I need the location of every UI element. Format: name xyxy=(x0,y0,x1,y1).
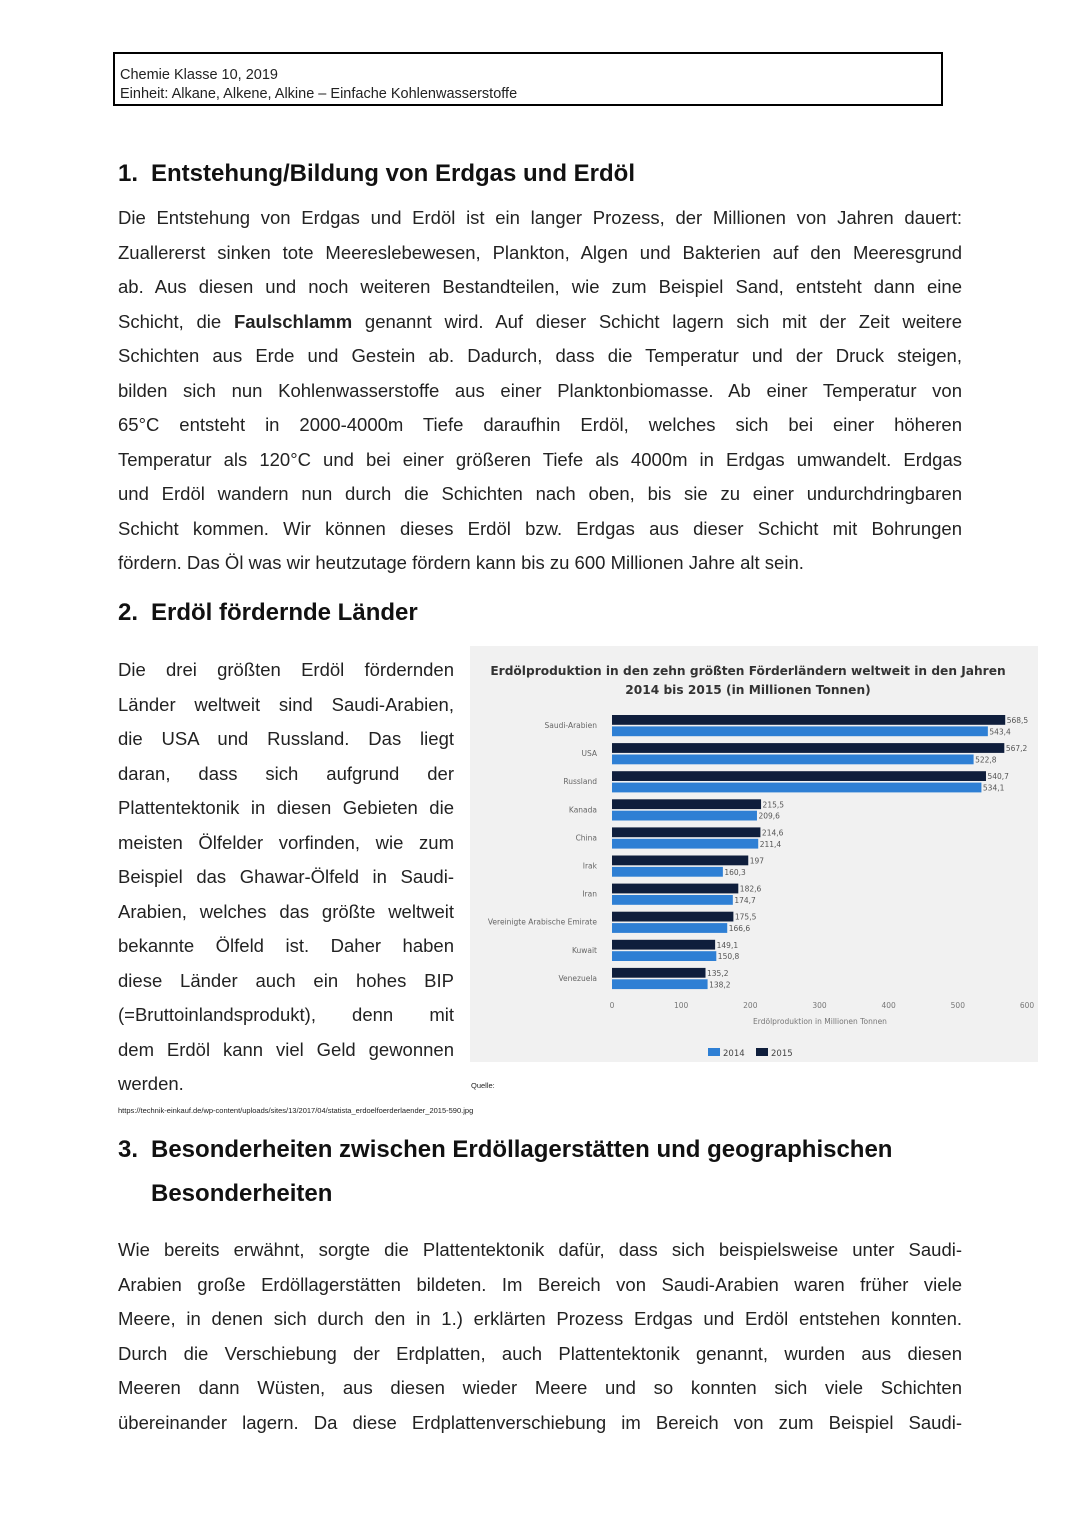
chart-bar-2015 xyxy=(612,715,1005,725)
chart-data-label-2015: 197 xyxy=(749,856,765,866)
chart-bar-2015 xyxy=(612,856,748,866)
chart-bar-2014 xyxy=(612,923,727,933)
chart-x-tick-label: 500 xyxy=(950,1001,965,1010)
chart-category-label: Vereinigte Arabische Emirate xyxy=(487,917,597,927)
paragraph-line: Die drei größten Erdöl fördernden xyxy=(118,659,454,680)
chart-category-label: Kanada xyxy=(568,805,597,815)
chart-bar-2014 xyxy=(612,839,758,849)
paragraph-line: meisten Ölfelder vorfinden, wie zum xyxy=(118,831,454,853)
text-segment: genannt wird. Auf dieser Schicht lagern sich mit der Zeit weitere xyxy=(352,310,962,332)
section-3-number: 3. xyxy=(118,1136,139,1163)
chart-data-label-2015: 214,6 xyxy=(761,828,784,838)
chart-legend-label-2014: 2014 xyxy=(723,1049,745,1059)
paragraph-line: Meere, in denen sich durch den in 1.) erklärten Prozess Erdgas und Erdöl entstehen konnten. xyxy=(118,1308,962,1329)
chart-bar-2015 xyxy=(612,799,761,809)
paragraph-line: diese Länder auch ein hohes BIP xyxy=(118,969,454,991)
chart-x-tick-label: 0 xyxy=(609,1001,615,1010)
chart-category-label: Russland xyxy=(563,777,597,787)
chart-legend-swatch-2014 xyxy=(708,1048,720,1056)
chart-bar-2015 xyxy=(612,884,738,894)
section-1-title: Entstehung/Bildung von Erdgas und Erdöl xyxy=(151,160,635,187)
header-unit: Einheit: Alkane, Alkene, Alkine – Einfache Kohlenwasserstoffe xyxy=(120,86,518,102)
chart-data-label-2015: 568,5 xyxy=(1006,716,1029,725)
paragraph-line: bekannte Ölfeld ist. Daher haben xyxy=(118,935,454,956)
paragraph-line: Schichten aus Erde und Gestein ab. Dadurch, dass die Temperatur und der Druck steigen, xyxy=(118,345,962,366)
chart-bar-2014 xyxy=(612,867,723,877)
chart-bar-2014 xyxy=(612,811,757,821)
chart-bar-2014 xyxy=(612,951,716,961)
paragraph-line: Wie bereits erwähnt, sorgte die Plattentektonik dafür, dass sich beispielsweise unter Saudi- xyxy=(118,1239,962,1260)
section-2-number: 2. xyxy=(118,599,139,626)
paragraph-line: Temperatur als 120°C und bei einer größeren Tiefe als 4000m in Erdgas umwandelt. Erdgas xyxy=(118,448,962,470)
section-3-heading xyxy=(118,1136,892,1164)
section-2-title: Erdöl fördernde Länder xyxy=(151,599,418,626)
chart-bar-2015 xyxy=(612,771,986,781)
chart-x-tick-label: 300 xyxy=(812,1001,827,1010)
chart-data-label-2015: 540,7 xyxy=(987,772,1009,782)
chart-data-label-2014: 209,6 xyxy=(758,811,780,821)
chart-category-label: China xyxy=(575,833,597,843)
chart-bar-2015 xyxy=(612,912,733,922)
chart-legend-swatch-2015 xyxy=(756,1048,768,1056)
chart-category-label: Saudi-Arabien xyxy=(544,721,597,730)
chart-x-tick-label: 400 xyxy=(881,1001,896,1010)
chart-category-label: Iran xyxy=(582,889,597,899)
chart-data-label-2015: 182,6 xyxy=(739,884,762,894)
paragraph-line: übereinander lagern. Da diese Erdplattenverschiebung im Bereich von zum Beispiel Saudi- xyxy=(118,1411,962,1433)
header-course: Chemie Klasse 10, 2019 xyxy=(120,67,278,83)
paragraph-line: Meeren dann Wüsten, aus diesen wieder Meere und so konnten sich viele Schichten xyxy=(118,1377,962,1398)
chart-category-label: Venezuela xyxy=(558,973,597,983)
chart-bar-2015 xyxy=(612,940,715,950)
section-1-heading xyxy=(118,160,635,188)
section-3-paragraph xyxy=(118,1233,962,1440)
bold-term-faulschlamm: Faulschlamm xyxy=(233,310,353,332)
paragraph-line: werden. xyxy=(118,1073,184,1094)
chart-x-tick-label: 600 xyxy=(1019,1001,1035,1010)
chart-data-label-2014: 543,4 xyxy=(989,727,1011,737)
chart-source-url: https://technik-einkauf.de/wp-content/uploads/sites/13/2017/04/statista_erdoelfoerderlaender_2015-590.jpg xyxy=(118,1106,474,1115)
chart-bar-2014 xyxy=(612,755,974,765)
chart-data-label-2015: 215,5 xyxy=(762,800,785,810)
oil-production-chart xyxy=(470,646,1038,1062)
chart-data-label-2014: 166,6 xyxy=(728,924,751,934)
paragraph-line: Arabien große Erdöllagerstätten bildeten. Im Bereich von Saudi-Arabien waren früher viele xyxy=(118,1273,962,1295)
chart-bar-2015 xyxy=(612,968,706,978)
chart-data-label-2014: 534,1 xyxy=(982,783,1005,793)
chart-x-tick-label: 100 xyxy=(674,1001,689,1010)
chart-legend-label-2015: 2015 xyxy=(771,1049,793,1059)
chart-title-line-2: 2014 bis 2015 (in Millionen Tonnen) xyxy=(625,683,871,697)
chart-data-label-2014: 174,7 xyxy=(734,896,756,905)
chart-bar-2014 xyxy=(612,895,733,905)
paragraph-line: Arabien, welches das größte weltweit xyxy=(118,900,454,922)
chart-data-label-2014: 522,8 xyxy=(975,755,997,765)
paragraph-line: Beispiel das Ghawar-Ölfeld in Saudi- xyxy=(118,866,454,887)
chart-category-label: USA xyxy=(581,749,597,759)
paragraph-line: bilden sich nun Kohlenwasserstoffe aus einer Planktonbiomasse. Ab einer Temperatur von xyxy=(118,379,962,401)
section-1-number: 1. xyxy=(118,160,139,187)
paragraph-line: Zuallererst sinken tote Meereslebewesen, Plankton, Algen und Bakterien auf den Meeresgrund xyxy=(118,241,962,263)
chart-data-label-2015: 149,1 xyxy=(716,940,739,950)
section-2-paragraph xyxy=(118,653,454,1102)
chart-x-axis-label: Erdölproduktion in Millionen Tonnen xyxy=(753,1017,887,1026)
paragraph-line: 65°C entsteht in 2000-4000m Tiefe daraufhin Erdöl, welches sich bei einer höheren xyxy=(118,414,962,435)
paragraph-line: und Erdöl wandern nun durch die Schichten nach oben, bis sie zu einer undurchdringbaren xyxy=(118,483,962,504)
chart-source-label: Quelle: xyxy=(471,1081,495,1090)
paragraph-line-faulschlamm xyxy=(118,305,962,340)
paragraph-line: die USA und Russland. Das liegt xyxy=(118,728,454,749)
chart-svg xyxy=(470,646,1038,1062)
chart-data-label-2014: 211,4 xyxy=(759,839,782,849)
paragraph-line: Schicht kommen. Wir können dieses Erdöl bzw. Erdgas aus dieser Schicht mit Bohrungen xyxy=(118,517,962,539)
paragraph-line: Plattentektonik in diesen Gebieten die xyxy=(118,797,454,818)
text-segment: Schicht, die xyxy=(118,310,234,332)
paragraph-line: daran, dass sich aufgrund der xyxy=(118,762,454,784)
section-3-title-line-2: Besonderheiten xyxy=(151,1180,333,1207)
paragraph-line: Durch die Verschiebung der Erdplatten, auch Plattentektonik genannt, wurden aus diesen xyxy=(118,1342,962,1364)
document-header xyxy=(113,52,943,106)
section-1-paragraph xyxy=(118,201,962,581)
paragraph-line: dem Erdöl kann viel Geld gewonnen xyxy=(118,1038,454,1060)
chart-bar-2015 xyxy=(612,827,760,837)
chart-title-line-1: Erdölproduktion in den zehn größten Förderländern weltweit in den Jahren xyxy=(490,664,1006,678)
paragraph-line: Länder weltweit sind Saudi-Arabien, xyxy=(118,693,454,715)
chart-data-label-2014: 150,8 xyxy=(717,952,740,962)
paragraph-line: fördern. Das Öl was wir heutzutage fördern kann bis zu 600 Millionen Jahre alt sein. xyxy=(118,552,804,573)
paragraph-line: (=Bruttoinlandsprodukt), denn mit xyxy=(118,1004,454,1025)
chart-data-label-2015: 175,5 xyxy=(734,912,757,922)
chart-bar-2014 xyxy=(612,979,708,989)
chart-x-tick-label: 200 xyxy=(743,1001,758,1010)
chart-bar-2014 xyxy=(612,726,988,736)
chart-category-label: Irak xyxy=(582,861,597,871)
chart-data-label-2015: 567,2 xyxy=(1005,744,1028,754)
chart-category-label: Kuwait xyxy=(571,945,597,955)
chart-bar-2015 xyxy=(612,743,1004,753)
chart-bar-2014 xyxy=(612,783,981,793)
paragraph-line: ab. Aus diesen und noch weiteren Bestandteilen, wie zum Beispiel Sand, entsteht dann eine xyxy=(118,276,962,297)
paragraph-line: Die Entstehung von Erdgas und Erdöl ist ein langer Prozess, der Millionen von Jahren dauert: xyxy=(118,207,962,228)
section-2-heading xyxy=(118,599,418,627)
chart-data-label-2014: 160,3 xyxy=(724,867,746,877)
section-3-title-line-1: Besonderheiten zwischen Erdöllagerstätten und geographischen xyxy=(151,1136,893,1163)
chart-data-label-2014: 138,2 xyxy=(709,980,731,990)
chart-data-label-2015: 135,2 xyxy=(707,968,729,978)
